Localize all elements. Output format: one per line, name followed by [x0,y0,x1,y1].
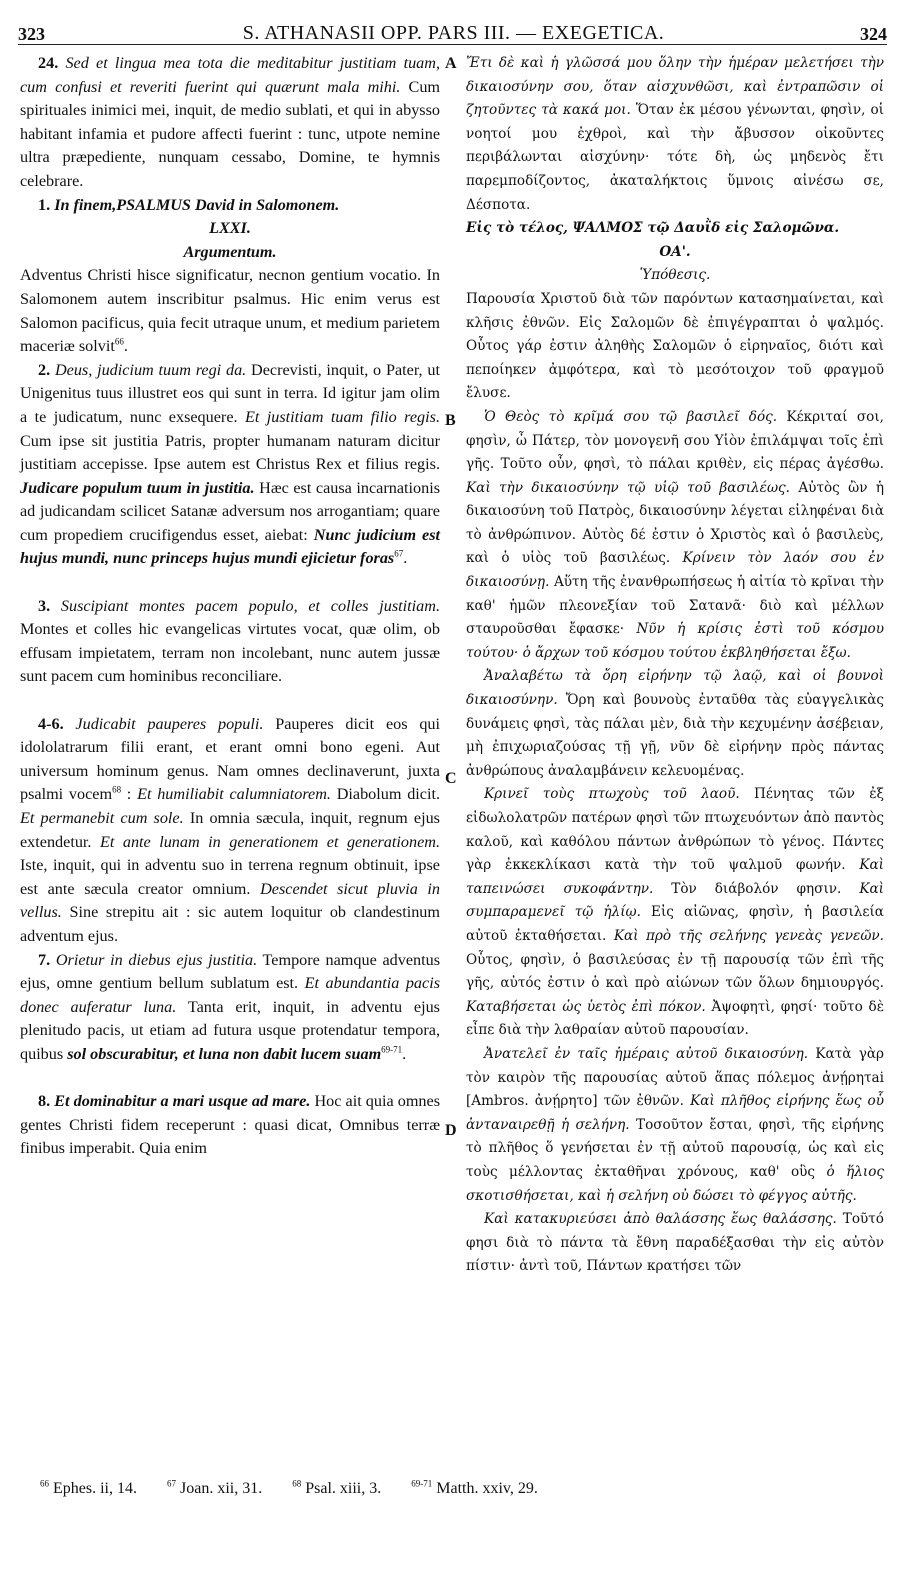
verse-quote: Καὶ τὴν δικαιοσύνην τῷ υἱῷ τοῦ βασιλέως. [466,479,790,496]
verse-quote: Et dominabitur a mari usque ad mare. [54,1092,311,1111]
verse-quote: ὁ ἥλιος σκοτισθήσεται, καὶ ἡ σελήνη οὐ δώσει τὸ φέγγος αὐτῆς. [466,1163,884,1204]
psalm-number: LXXI. [209,219,251,238]
verse-quote: Ἀνατελεῖ ἐν ταῖς ἡμέραις αὐτοῦ δικαιοσύνη. [484,1045,809,1062]
latin-paragraph: 4-6. Judicabit pauperes populi. Pauperes dicit eos qui idololatrarum filii erant, et erant omni bono egeni. Aut universum hominum genus. Nam omnes declinaverunt, juxta psalmi vocem$^{68}$ : Et humiliabit calumniatorem. Diabolum dicit. Et permanebit cum sole. In omnia sæcula, inquit, regnum ejus extendetur. Et ante lunam in generationem et generationem. Iste, inquit, qui in adventu suo in terrena regnum obtinuit, ipse est ante sæcula creator omnium. Descendet sicut pluvia in vellus. Sine strepitu ait : sic autem loquitur ob clandestinum adventum ejus. [20,714,441,945]
verse-quote: Καὶ συμπαραμενεῖ τῷ ἡλίῳ. [466,880,884,921]
commentary-text: Cum spirituales inimici mei, inquit, de medio sublati, et qui in abysso habitant infamia et pudore affecti fuerint : tunc, utpote nemine ultra præpediente, nunquam cessabo, Domine, te hymnis celebrare. [20,77,440,190]
verse-number: 24. [38,54,59,72]
commentary-text: Ὄρη καὶ βουνοὺς ἐνταῦθα τὰς εὐαγγελικὰς δυνάμεις φησὶ, τὰς πάλαι μὲν, διὰ τὴν κεχυμένην ἀσέβειαν, μὴ ἐπιχωριαζούσας τῇ γῇ, νῦν δὲ εἰρήνην πρὸς πάντας ἀνθρώπους ἀναλαμβάνειν κελευομένας. [466,692,885,779]
verse-quote: Καταβήσεται ὡς ὑετὸς ἐπὶ πόκον. [466,998,706,1015]
verse-quote: Et ante lunam in generationem et generationem. [99,832,441,851]
verse-quote: Et humiliabit calumniatorem. [137,785,331,804]
margin-marker-a: A [445,55,457,72]
verse-quote: Deus, judicium tuum regi da. [54,360,247,379]
psalm-heading: In finem,PSALMUS David in Salomonem. [54,195,340,214]
hypothesis-text: Παρουσία Χριστοῦ διὰ τῶν παρόντων κατασημαίνεται, καὶ κλῆσις ἐθνῶν. Εἰς Σαλομῶν δὲ ἐπιγέγραπται ὁ ψαλμός. Οὗτος γάρ ἐστιν ἀληθὴς Σαλομῶν ὁ εἰρηναῖος, διότι καὶ πεποίηκεν ἀμφότερα, καὶ τὸ μεσότοιχον τοῦ φραγμοῦ ἔλυσε. [466,290,884,402]
header-rule [18,44,887,45]
commentary-text: Sine strepitu ait : sic autem loquitur ob clandestinum adventum ejus. [20,903,440,945]
verse-quote: Descendet sicut pluvia in vellus. [20,879,441,922]
greek-paragraph [466,52,884,217]
footnote-marker: 68 [292,1478,302,1489]
hypothesis-heading: Ὑπόθεσις. [639,267,711,284]
commentary-text: Diabolum dicit. [336,785,441,804]
verse-quote: Καὶ κατακυριεύσει ἀπὸ θαλάσσης ἕως θαλάσσης. [484,1211,837,1228]
verse-quote: Orietur in diebus ejus justitia. [55,950,258,969]
footnote-ref: 67 [394,549,404,560]
verse-quote: Κρίνειν τὸν λαόν σου ἐν δικαιοσύνῃ. [466,550,884,591]
verse-quote: Judicabit pauperes populi. [75,714,264,733]
footnote-marker: 69-71 [411,1478,433,1489]
commentary-text: Αὐτὸς ὢν ἡ δικαιοσύνη τοῦ Πατρὸς, δικαιοσύνην λέγεται εἰληφέναι διὰ τὸ ἀνθρώπινον. Αὐτὸς δέ ἐστιν ὁ Χριστὸς καὶ ὁ βασιλεὺς, καὶ ὁ υἱὸς τοῦ βασιλέως. [466,479,884,567]
commentary-text: Πένητας τῶν ἐξ εἰδωλολατρῶν πατέρων φησὶ τῶν πτωχευόντων ἀπὸ παντὸς καλοῦ, καὶ καθόλου πάντων ἀνθρώπων τὸ γένος. Πάντες γὰρ ἐκκεκλίκασι κατὰ τὴν τοῦ ψαλμοῦ φωνήν. [466,786,884,874]
verse-quote: Ἔτι δὲ καὶ ἡ γλῶσσά μου ὅλην τὴν ἡμέραν μελετήσει τὴν δικαιοσύνην σου, ὅταν αἰσχυνθῶσι, καὶ ἐντραπῶσιν οἱ ζητοῦντες τὰ κακά μοι. [466,55,884,119]
latin-paragraph [20,595,440,689]
commentary-text: Hæc est causa incarnationis ad judicandam scilicet Satanæ adversum nos arrogantiam; quare cum propediem crucifigendus esset, aiebat: [20,478,440,544]
commentary-text: Tempore namque adventus ejus, omne gentium bellum sublatum est. [20,950,440,993]
verse-quote: Suscipiant montes pacem populo, et colles justitiam. [60,596,440,615]
footnote-item [167,1480,262,1497]
footnote-ref: 66 [114,336,124,347]
footnotes [40,1480,740,1498]
latin-column [20,52,440,1161]
margin-marker-b: B [445,412,456,429]
verse-quote: Κρινεῖ τοὺς πτωχοὺς τοῦ λαοῦ. [484,786,740,803]
commentary-text: Hoc ait quia omnes gentes Christi fidem receperunt : quasi dicat, Omnibus terræ finibus imperabit. Quia enim [20,1092,441,1158]
latin-paragraph: 2. Deus, judicium tuum regi da. Decrevisti, inquit, o Pater, ut Unigenitus tuus illustret eos qui sunt in terra. Id igitur jam olim a te judicatum, nunc exsequere. Et justitiam tuam filio regis. Cum ipse sit justitia Patris, propter humanam naturam dicitur justitiam accepisse. Ipse autem est Christus Rex et filius regis. Judicare populum tuum in justitia. Hæc est causa incarnationis ad judicandam scilicet Satanæ adversum nos arrogantiam; quare cum propediem crucifigendus esset, aiebat: Nunc judicium est hujus mundi, nunc princeps hujus mundi ejicietur foras$^{67}$. [20,360,441,568]
commentary-text: Τοσοῦτον ἔσται, φησὶ, τῆς εἰρήνης τὸ πλῆθος ὅ γενήσεται ἐν τῇ αὐτοῦ παρουσίᾳ, ὡς καὶ εἰς τοὺς μέλλοντας ἐκταθῆναι χρόνους, καθ' οὓς [466,1116,884,1180]
verse-quote: Judicare populum tuum in justitia. [20,478,255,497]
psalm-heading-greek: Εἰς τὸ τέλος, ΨΑΛΜΟΣ τῷ Δαυῒδ εἰς Σαλομῶνα. [466,220,840,237]
greek-paragraph [466,406,884,666]
footnote-text: Ephes. ii, 14. [53,1480,137,1497]
commentary-text: Τὸν διάβολόν φησιν. [671,880,842,897]
footnote-text: Psal. xiii, 3. [305,1480,382,1497]
verse-number: 3. [38,596,51,615]
footnote-item [292,1480,381,1497]
verse-quote: Ὁ Θεὸς τὸ κρῖμά σου τῷ βασιλεῖ δός. [484,408,778,425]
footnote-ref: 69-71 [381,1044,403,1055]
commentary-text: In omnia sæcula, inquit, regnum ejus extendetur. [20,809,440,851]
commentary-text: Κέκριταί σοι, φησὶν, ὦ Πάτερ, τὸν μονογενῆ σου Υἱὸν ἐπιλάμψαι τοῖς ἐπὶ γῆς. Τοῦτο οὖν, φησὶ, τὸ πάλαι κριθὲν, εἰς πέρας ἀγέσθω. [466,408,884,473]
verse-quote: Et abundantia pacis donec auferatur luna. [20,974,440,1016]
greek-paragraph [466,1043,884,1208]
argument-heading: Argumentum. [183,242,277,261]
greek-paragraph [466,1208,884,1279]
latin-paragraph [20,52,440,194]
commentary-text: Decrevisti, inquit, o Pater, ut Unigenitus tuus illustret eos qui sunt in terra. Id igitur jam olim a te judicatum, nunc exsequere. [20,360,441,426]
greek-column [466,52,884,1279]
commentary-text: Tanta erit, inquit, in adventu ejus plenitudo pacis, ut etiam ad futura usque protendatur tempora, quibus [20,997,440,1063]
commentary-text: Αὕτη τῆς ἐνανθρωπήσεως ἡ αἰτία τὸ κρῖναι τὴν καθ' ἡμῶν πλεονεξίαν τοῦ Σατανᾶ· διὸ καὶ μέλλων σταυροῦσθαι ἔφασκε· [466,574,884,638]
verse-quote: sol obscurabitur, et luna non dabit lucem suam [67,1044,382,1063]
verse-quote: Sed et lingua mea tota die meditabitur justitiam tuam, cum confusi et reveriti fuerint qui quærunt mala mihi. [20,54,440,96]
commentary-text: Iste, inquit, qui in adventu suo in terrena regnum obtinuit, ipse est ante sæcula creator omnium. [20,856,440,898]
verse-quote: Nunc judicium est hujus mundi, nunc princeps hujus mundi ejicietur foras [20,525,440,568]
footnote-item [411,1480,538,1497]
verse-quote: Καὶ πρὸ τῆς σελήνης γενεὰς γενεῶν. [613,927,884,944]
verse-quote: Νῦν ἡ κρίσις ἐστὶ τοῦ κόσμου τούτου· ὁ ἄρχων τοῦ κόσμου τούτου ἐκβληθήσεται ἔξω. [466,621,885,661]
commentary-text: Montes et colles hic evangelicas virtutes vocat, quæ olim, ob effusam impietatem, terram non incolebant, nunc autem jussæ sunt pacem cum hominibus reconciliare. [20,620,440,686]
commentary-text: Ἀψοφητὶ, φησί· τοῦτο δὲ εἶπε διὰ τὴν λαθραίαν αὐτοῦ παρουσίαν. [466,998,885,1039]
commentary-text: Κατὰ γὰρ τὸν καιρὸν τῆς παρουσίας αὐτοῦ ἅπας πόλεμος ἀνῄρητai [Ambros. ἀνῄρητο] τῶν ἐθνῶν. [466,1045,884,1110]
commentary-text: Οὗτος, φησὶν, ὁ βασιλεύσας ἐν τῇ παρουσίᾳ τῶν ἐπὶ τῆς γῆς, αὐτός ἐστιν ὁ καὶ πρὸ αἰώνων τῶν ὅλων δημιουργός. [466,951,884,992]
argument-body: Adventus Christi hisce significatur, necnon gentium vocatio. In Salomonem autem inscribitur psalmus. Hic enim verus est Salomon pacificus, quia fecit utraque unum, et medium parietem maceriæ solvit [20,266,440,356]
verse-number: 8. [38,1092,51,1111]
latin-paragraph [20,1090,440,1161]
latin-paragraph: 7. Orietur in diebus ejus justitia. Tempore namque adventus ejus, omne gentium bellum sublatum est. Et abundantia pacis donec auferatur luna. Tanta erit, inquit, in adventu ejus plenitudo pacis, ut etiam ad futura usque protendatur tempora, quibus sol obscurabitur, et luna non dabit lucem suam$^{69-71}$. [20,950,440,1063]
commentary-text: Εἰς αἰῶνας, φησὶν, ἡ βασιλεία αὐτοῦ ἐκταθήσεται. [466,904,884,944]
verse-quote: Et permanebit cum sole. [20,809,184,827]
commentary-text: Pauperes dicit eos qui idololatrarum filii erant, et erant omni bono egeni. Aut universum hominum genus. Nam omnes declinaverunt, juxta psalmi vocem [20,714,441,804]
margin-marker-d: D [445,1122,457,1139]
footnote-marker: 66 [40,1478,49,1489]
commentary-text: Cum ipse sit justitia Patris, propter humanam naturam dicitur justitiam accepisse. Ipse autem est Christus Rex et filius regis. [20,431,440,474]
psalm-title [20,194,440,218]
margin-marker-c: C [445,770,457,787]
greek-paragraph [466,783,884,1043]
argument-text: Adventus Christi hisce significatur, necnon gentium vocatio. In Salomonem autem inscribitur psalmus. Hic enim verus est Salomon pacificus, quia fecit utraque unum, et medium parietem maceriæ solvit$^{66}$. [20,266,440,356]
psalm-number-greek: ΟΑ'. [659,243,691,260]
page-number-right: 324 [860,24,887,44]
running-title: S. ATHANASII OPP. PARS III. — EXEGETICA. [242,22,665,44]
verse-number: 1. [38,195,51,214]
verse-quote: Et justitiam tuam filio regis. [244,407,440,426]
footnote-ref: 68 [112,785,122,796]
verse-quote: Καὶ ταπεινώσει συκοφάντην. [466,857,884,897]
commentary-text: Τοῦτό φησι διὰ τὸ πάντα τὰ ἔθνη παραδέξασθαι τὴν εἰς αὐτὸν πίστιν· ἀντὶ τοῦ, Πάντων κρατήσει τῶν [466,1211,884,1275]
greek-paragraph [466,665,884,783]
footnote-text: Joan. xii, 31. [180,1480,263,1497]
verse-quote: Ἀναλαβέτω τὰ ὄρη εἰρήνην τῷ λαῷ, καὶ οἱ βουνοὶ δικαιοσύνην. [466,668,884,709]
verse-number: 7. [38,950,51,969]
commentary-text: Ὅταν ἐκ μέσου γένωνται, φησὶν, οἱ νοητοί μου ἐχθροὶ, καὶ τὴν ἄβυσσον οἰκοῦντες περιβάλωνται αἰσχύνην· τότε δὴ, ὡς μηδενὸς ἔτι παρεμποδίζοντος, ἀκαταλήκτοις ὕμνοις αἰνέσω σε, Δέσποτα. [466,102,884,213]
footnote-text: Matth. xxiv, 29. [436,1480,538,1497]
verse-quote: Καὶ πλῆθος εἰρήνης ἕως οὗ ἀνταναιρεθῇ ἡ σελήνη. [466,1093,884,1133]
footnote-marker: 67 [167,1478,176,1489]
verse-number: 2. [38,360,51,379]
page-number-left: 323 [18,24,45,44]
footnote-item [40,1480,137,1497]
verse-number: 4-6. [38,714,64,733]
